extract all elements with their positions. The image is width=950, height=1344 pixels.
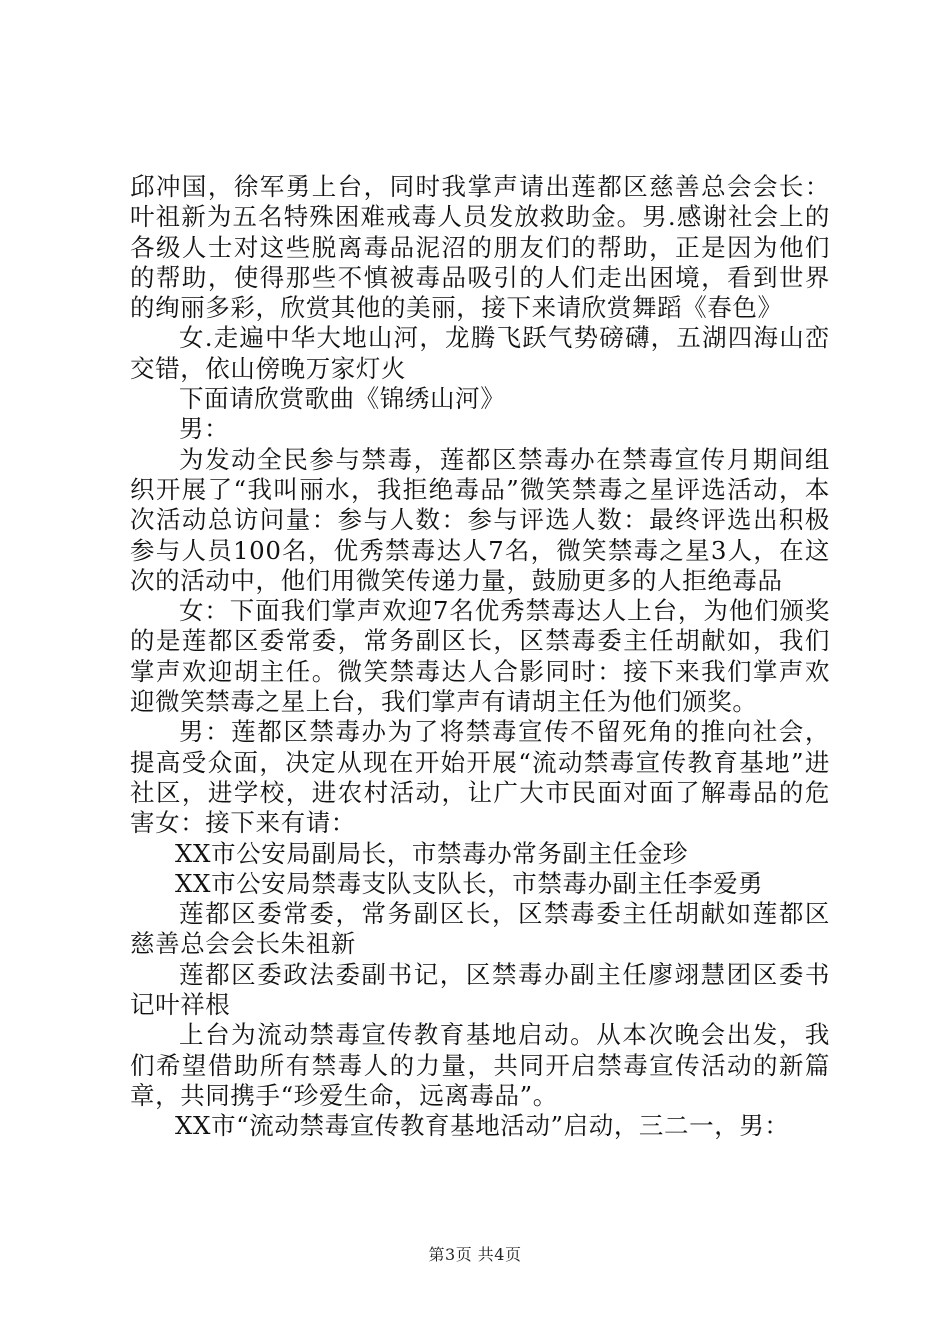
paragraph-8: XX市公安局副局长，市禁毒办常务副主任金珍 <box>175 838 688 868</box>
paragraph-5: 为发动全民参与禁毒，莲都区禁毒办在禁毒宣传月期间组织开展了“我叫丽水，我拒绝毒品”微笑禁毒之星评选活动，本次活动总访问量：参与人数：参与评选人数：最终评选出积极参与人员100名，优秀禁毒达人7名，微笑禁毒之星3人，在这次的活动中，他们用微笑传递力量，鼓励更多的人拒绝毒品 <box>130 444 830 595</box>
paragraph-3: 下面请欣赏歌曲《锦绣山河》 <box>179 384 506 414</box>
document-body <box>130 172 830 1142</box>
paragraph-1: 邱冲国，徐军勇上台，同时我掌声请出莲都区慈善总会会长：叶祖新为五名特殊困难戒毒人员发放救助金。男.感谢社会上的各级人士对这些脱离毒品泥沼的朋友们的帮助，正是因为他们的帮助，使得那些不慎被毒品吸引的人们走出困境，看到世界的绚丽多彩，欣赏其他的美丽，接下来请欣赏舞蹈《春色》 <box>130 172 830 323</box>
paragraph-10: 莲都区委常委，常务副区长，区禁毒委主任胡献如莲都区慈善总会会长朱祖新 <box>130 899 830 959</box>
paragraph-2: 女.走遍中华大地山河，龙腾飞跃气势磅礴，五湖四海山峦交错，依山傍晚万家灯火 <box>130 323 830 383</box>
paragraph-9: XX市公安局禁毒支队支队长，市禁毒办副主任李爱勇 <box>175 868 764 898</box>
paragraph-4: 男： <box>179 414 230 444</box>
paragraph-13: XX市“流动禁毒宣传教育基地活动”启动，三二一，男： <box>175 1111 790 1141</box>
paragraph-12: 上台为流动禁毒宣传教育基地启动。从本次晚会出发，我们希望借助所有禁毒人的力量，共同开启禁毒宣传活动的新篇章，共同携手“珍爱生命，远离毒品”。 <box>130 1020 830 1110</box>
page-number-label: 第3页 共4页 <box>428 1245 522 1264</box>
paragraph-7: 男：莲都区禁毒办为了将禁毒宣传不留死角的推向社会，提高受众面，决定从现在开始开展“流动禁毒宣传教育基地”进社区，进学校，进农村活动，让广大市民面对面了解毒品的危害女：接下来有请： <box>130 717 830 838</box>
paragraph-11: 莲都区委政法委副书记，区禁毒办副主任廖翊慧团区委书记叶祥根 <box>130 959 830 1020</box>
paragraph-6: 女：下面我们掌声欢迎7名优秀禁毒达人上台，为他们颁奖的是莲都区委常委，常务副区长，区禁毒委主任胡献如，我们掌声欢迎胡主任。微笑禁毒达人合影同时：接下来我们掌声欢迎微笑禁毒之星上台，我们掌声有请胡主任为他们颁奖。 <box>130 596 830 717</box>
page-footer <box>0 1245 950 1265</box>
